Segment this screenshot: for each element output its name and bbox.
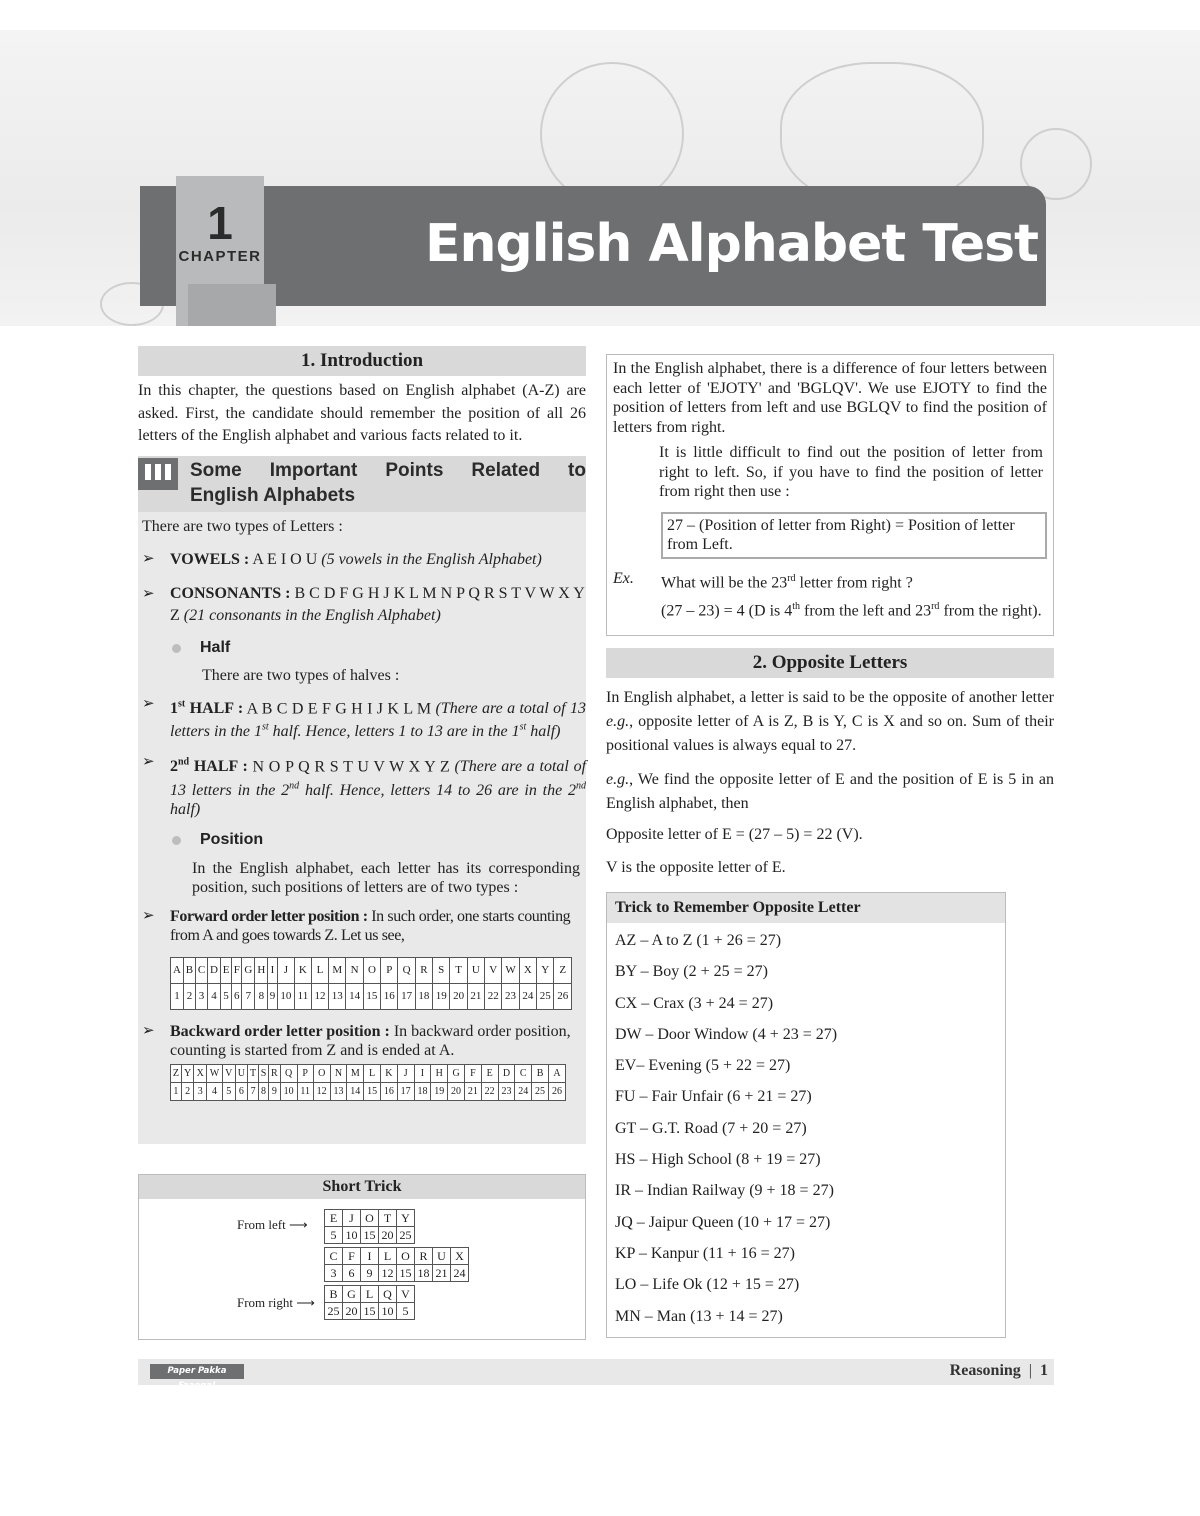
example-answer: (27 – 23) = 4 (D is 4th from the left and 23rd from the right).: [661, 600, 1042, 620]
position-text: In the English alphabet, each letter has its corresponding position, such positions of letters are of two types :: [192, 859, 580, 896]
table-cell-number: 20: [343, 1303, 361, 1320]
table-cell-letter: P: [381, 957, 398, 983]
table-cell-number: 18: [414, 1082, 431, 1100]
table-cell-number: 21: [464, 1082, 481, 1100]
table-cell-letter: E: [220, 957, 231, 983]
table-cell-letter: C: [325, 1248, 343, 1265]
table-cell-letter: Q: [280, 1064, 297, 1082]
first-half-note-b: half. Hence, letters 1 to 13 are in the 1: [268, 723, 520, 741]
table-cell-number: 4: [208, 983, 221, 1009]
table-cell-letter: V: [222, 1064, 235, 1082]
forward-letters-row: [171, 957, 572, 983]
table-cell-letter: B: [183, 957, 195, 983]
table-cell-number: 12: [313, 1082, 330, 1100]
table-cell-number: 13: [330, 1082, 347, 1100]
footer-page-number: 1: [1040, 1362, 1048, 1379]
backward-order-table: [170, 1064, 566, 1101]
first-half-note-c: half): [526, 723, 561, 741]
table-cell-letter: M: [329, 957, 346, 983]
table-cell-number: 25: [532, 1082, 549, 1100]
example-block: [607, 567, 1053, 624]
table-cell-letter: O: [361, 1210, 379, 1227]
table-cell-letter: F: [232, 957, 242, 983]
table-cell-number: 13: [329, 983, 346, 1009]
arrow-bullet-icon: ➢: [142, 1022, 155, 1039]
table-cell-number: 11: [297, 1082, 313, 1100]
table-cell-number: 20: [379, 1227, 397, 1244]
short-trick-heading: Short Trick: [139, 1175, 585, 1199]
table-cell-number: 1: [171, 1082, 182, 1100]
table-cell-letter: T: [379, 1210, 397, 1227]
table-cell-letter: F: [464, 1064, 481, 1082]
consonants-item: [138, 583, 586, 627]
table-cell-letter: S: [259, 1064, 269, 1082]
opposite-para1: In English alphabet, a letter is said to be the opposite of another letter e.g., opposite letter of A is Z, B is Y, C is X and so on. Sum of their positional values is always equal to 27.: [606, 689, 1054, 754]
arrow-bullet-icon: ➢: [142, 695, 155, 712]
table-cell-letter: P: [297, 1064, 313, 1082]
table-cell-letter: Q: [398, 957, 415, 983]
circle-bullet-icon: [172, 836, 181, 845]
from-left-label: From left ⟶: [237, 1217, 308, 1232]
example-question: What will be the 23rd letter from right ?: [661, 572, 913, 591]
table-cell-number: 5: [397, 1303, 415, 1320]
table-cell-number: 7: [248, 1082, 259, 1100]
table-cell-number: 14: [347, 1082, 364, 1100]
table-cell-letter: Y: [181, 1064, 194, 1082]
table-cell-letter: R: [269, 1064, 281, 1082]
table-cell-number: 8: [259, 1082, 269, 1100]
table-cell-letter: K: [295, 957, 312, 983]
table-cell-number: 10: [280, 1082, 297, 1100]
table-cell-letter: X: [519, 957, 536, 983]
opposite-para3: Opposite letter of E = (27 – 5) = 22 (V).: [606, 826, 863, 843]
table-cell-letter: C: [195, 957, 207, 983]
table-cell-number: 16: [381, 983, 398, 1009]
half-subheading: [138, 639, 586, 657]
forward-order-item: [138, 907, 586, 945]
table-cell-number: 1: [171, 983, 184, 1009]
table-cell-letter: U: [433, 1248, 451, 1265]
half-label: Half: [200, 638, 231, 656]
table-cell-number: 10: [277, 983, 294, 1009]
forward-order-table: [170, 957, 572, 1010]
ejoty-paragraph: In the English alphabet, there is a difference of four letters between each letter of 'EJOTY' and 'BGLQV'. We use EJOTY to find the position of letters from left and use BGLQV to find the position of letters from right.: [613, 360, 1047, 436]
opposite-para2: e.g., We find the opposite letter of E and the position of E is 5 in an English alphabet, then: [606, 771, 1054, 812]
trick-item: LO – Life Ok (12 + 15 = 27): [615, 1276, 800, 1294]
half-text: There are two types of halves :: [202, 666, 400, 684]
chapter-label: CHAPTER: [178, 248, 262, 265]
left-column: [138, 346, 586, 1144]
table-cell-number: 16: [380, 1082, 397, 1100]
table-cell-letter: A: [171, 957, 184, 983]
table-cell-letter: Z: [554, 957, 572, 983]
vowels-label: VOWELS :: [170, 550, 250, 568]
table-cell-number: 26: [554, 983, 572, 1009]
table-cell-number: 5: [222, 1082, 235, 1100]
table-cell-number: 25: [537, 983, 554, 1009]
second-half-label: HALF :: [193, 758, 248, 776]
table-cell-number: 5: [325, 1227, 343, 1244]
position-subheading: [138, 831, 586, 849]
circle-bullet-icon: [172, 644, 181, 653]
example-label: Ex.: [613, 569, 634, 587]
chapter-tab-foot: [188, 284, 276, 326]
right-to-left-paragraph: It is little difficult to find out the position of letter from right to left. So, if you have to find the position of letter from right then use :: [659, 444, 1043, 500]
table-cell-letter: U: [235, 1064, 248, 1082]
important-points-header: [138, 456, 586, 512]
table-cell-letter: L: [379, 1248, 397, 1265]
table-cell-letter: B: [325, 1286, 343, 1303]
table-cell-number: 26: [548, 1082, 565, 1100]
table-cell-number: 10: [379, 1303, 397, 1320]
table-cell-letter: T: [450, 957, 467, 983]
table-cell-letter: A: [548, 1064, 565, 1082]
table-cell-number: 9: [269, 1082, 281, 1100]
trick-item: BY – Boy (2 + 25 = 27): [615, 963, 769, 981]
table-cell-number: 6: [235, 1082, 248, 1100]
table-cell-number: 7: [242, 983, 255, 1009]
table-cell-letter: E: [325, 1210, 343, 1227]
table-cell-letter: H: [255, 957, 268, 983]
introduction-text: In this chapter, the questions based on English alphabet (A-Z) are asked. First, the candidate should remember the position of all 26 letters of the English alphabet and various facts related to it.: [138, 382, 586, 444]
table-cell-number: 15: [363, 983, 380, 1009]
table-cell-letter: J: [343, 1210, 361, 1227]
backward-order-label: Backward order letter position :: [170, 1022, 390, 1040]
table-cell-letter: T: [248, 1064, 259, 1082]
trick-heading: Trick to Remember Opposite Letter: [607, 893, 1005, 923]
table-cell-number: 10: [343, 1227, 361, 1244]
chapter-title: English Alphabet Test: [425, 214, 1038, 274]
footer-section: Reasoning: [949, 1362, 1021, 1379]
table-cell-number: 15: [361, 1303, 379, 1320]
table-cell-letter: J: [277, 957, 294, 983]
footer-logo: Paper Pakka Faaega!: [150, 1364, 244, 1379]
footer-separator: |: [1028, 1362, 1032, 1379]
table-cell-number: 23: [498, 1082, 515, 1100]
forward-order-label: Forward order letter position :: [170, 907, 368, 925]
table-cell-number: 3: [195, 983, 207, 1009]
right-arrow-icon: ⟶: [296, 1295, 315, 1310]
table-cell-number: 4: [207, 1082, 223, 1100]
table-cell-number: 15: [364, 1082, 381, 1100]
table-cell-number: 17: [397, 1082, 414, 1100]
forward-order-text: In such order, one starts counting from A and goes towards Z. Let us see,: [170, 907, 571, 944]
chapter-number: 1: [207, 197, 233, 249]
trick-item: DW – Door Window (4 + 23 = 27): [615, 1025, 838, 1043]
second-half-note-b: half. Hence, letters 14 to 26 are in the 2: [299, 781, 576, 799]
table-cell-letter: R: [415, 957, 432, 983]
table-cell-letter: O: [313, 1064, 330, 1082]
arrow-bullet-icon: ➢: [142, 754, 155, 771]
letter-types-text: There are two types of Letters :: [142, 517, 343, 535]
arrow-bullet-icon: ➢: [142, 907, 155, 924]
right-arrow-icon: ⟶: [289, 1217, 308, 1232]
ejoty-table: [324, 1209, 415, 1244]
trick-list: [607, 923, 1005, 1332]
arrow-bullet-icon: ➢: [142, 550, 155, 567]
opposite-letters-section: [606, 648, 1054, 879]
vowels-note: (5 vowels in the English Alphabet): [321, 550, 542, 568]
important-points-box: [138, 456, 586, 1144]
table-cell-number: 6: [232, 983, 242, 1009]
table-cell-letter: I: [268, 957, 277, 983]
page-footer: [138, 1359, 1054, 1385]
books-icon: [138, 458, 178, 490]
table-cell-letter: D: [498, 1064, 515, 1082]
footer-page-label: [950, 1362, 1048, 1380]
table-cell-number: 8: [255, 983, 268, 1009]
first-half-item: ➢ 1st HALF : A B C D E F G H I J K L M (There are a total of 13 letters in the 1st half. Hence, letters 1 to 13 are in the 1st half): [142, 695, 587, 741]
forward-numbers-row: [171, 983, 572, 1009]
table-cell-letter: O: [363, 957, 380, 983]
trick-item: AZ – A to Z (1 + 26 = 27): [615, 932, 782, 949]
table-cell-number: 25: [397, 1227, 415, 1244]
second-half-item: ➢ 2nd HALF : N O P Q R S T U V W X Y Z (There are a total of 13 letters in the 2nd half. Hence, letters 14 to 26 are in the 2nd half): [142, 754, 587, 818]
table-cell-number: 25: [325, 1303, 343, 1320]
table-cell-number: 19: [431, 1082, 448, 1100]
table-cell-number: 15: [361, 1227, 379, 1244]
second-half-note-a: (There are a total of 13 letters in the 2: [170, 758, 587, 799]
table-cell-letter: N: [330, 1064, 347, 1082]
table-cell-letter: N: [346, 957, 363, 983]
table-cell-letter: D: [208, 957, 221, 983]
bglqv-table: [324, 1285, 415, 1320]
table-cell-number: 22: [485, 983, 502, 1009]
from-right-label: From right ⟶: [237, 1295, 315, 1310]
first-half-letters: A B C D E F G H I J K L M: [243, 699, 436, 717]
clock-decoration-icon: [540, 62, 684, 206]
table-cell-letter: C: [515, 1064, 532, 1082]
cfil-table: [324, 1247, 469, 1282]
introduction-heading: 1. Introduction: [138, 346, 586, 376]
trick-item: EV– Evening (5 + 22 = 27): [615, 1057, 791, 1075]
table-cell-number: 12: [379, 1265, 397, 1282]
table-cell-number: 17: [398, 983, 415, 1009]
table-cell-number: 20: [448, 1082, 465, 1100]
table-cell-letter: V: [485, 957, 502, 983]
brain-decoration-icon: [780, 62, 984, 206]
trick-item: HS – High School (8 + 19 = 27): [615, 1151, 821, 1169]
table-cell-letter: E: [481, 1064, 498, 1082]
table-cell-number: 2: [183, 983, 195, 1009]
formula-box: 27 – (Position of letter from Right) = Position of letter from Left.: [661, 512, 1047, 559]
table-cell-number: 5: [220, 983, 231, 1009]
table-cell-number: 23: [502, 983, 519, 1009]
table-cell-number: 24: [451, 1265, 469, 1282]
trick-item: GT – G.T. Road (7 + 20 = 27): [615, 1119, 807, 1137]
table-cell-number: 6: [343, 1265, 361, 1282]
important-points-title-line1: Some Important Points Related to: [190, 459, 586, 481]
table-cell-number: 9: [268, 983, 277, 1009]
trick-item: CX – Crax (3 + 24 = 27): [615, 994, 774, 1012]
table-cell-number: 3: [325, 1265, 343, 1282]
table-cell-number: 2: [181, 1082, 194, 1100]
backward-order-item: [138, 1022, 586, 1060]
table-cell-number: 9: [361, 1265, 379, 1282]
table-cell-letter: X: [451, 1248, 469, 1265]
table-cell-letter: B: [532, 1064, 549, 1082]
table-cell-number: 12: [311, 983, 328, 1009]
table-cell-letter: W: [207, 1064, 223, 1082]
consonants-letters: B C D F G H J K L M N P Q R S T V W X Y Z: [170, 584, 585, 624]
table-cell-letter: W: [502, 957, 519, 983]
consonants-label: CONSONANTS :: [170, 584, 291, 602]
table-cell-number: 20: [450, 983, 467, 1009]
first-half-note-a: (There are a total of 13 letters in the 1: [170, 699, 587, 741]
table-cell-letter: V: [397, 1286, 415, 1303]
trick-box: [606, 892, 1006, 1338]
table-cell-letter: I: [361, 1248, 379, 1265]
vowels-letters: A E I O U: [249, 550, 322, 568]
important-points-title-line2: English Alphabets: [190, 484, 356, 506]
trick-item: FU – Fair Unfair (6 + 21 = 27): [615, 1088, 812, 1106]
table-cell-letter: O: [397, 1248, 415, 1265]
ejoty-bglqv-box: [606, 354, 1054, 636]
table-cell-letter: L: [361, 1286, 379, 1303]
table-cell-letter: I: [414, 1064, 431, 1082]
table-cell-letter: K: [380, 1064, 397, 1082]
table-cell-number: 15: [397, 1265, 415, 1282]
backward-letters-row: [171, 1064, 566, 1082]
table-cell-number: 14: [346, 983, 363, 1009]
table-cell-number: 18: [415, 983, 432, 1009]
table-cell-number: 19: [433, 983, 450, 1009]
table-cell-number: 18: [415, 1265, 433, 1282]
table-cell-number: 22: [481, 1082, 498, 1100]
table-cell-letter: Q: [379, 1286, 397, 1303]
trick-item: MN – Man (13 + 14 = 27): [615, 1307, 783, 1325]
table-cell-letter: Y: [397, 1210, 415, 1227]
position-label: Position: [200, 830, 264, 848]
table-cell-number: 24: [515, 1082, 532, 1100]
second-half-letters: N O P Q R S T U V W X Y Z: [247, 758, 455, 776]
table-cell-letter: Z: [171, 1064, 182, 1082]
opposite-letters-heading: 2. Opposite Letters: [606, 648, 1054, 678]
table-cell-letter: M: [347, 1064, 364, 1082]
opposite-para4: V is the opposite letter of E.: [606, 858, 786, 876]
table-cell-letter: L: [311, 957, 328, 983]
consonants-note: (21 consonants in the English Alphabet): [183, 606, 441, 624]
arrow-bullet-icon: ➢: [142, 585, 155, 602]
trick-item: IR – Indian Railway (9 + 18 = 27): [615, 1182, 834, 1200]
table-cell-number: 21: [467, 983, 484, 1009]
trick-item: KP – Kanpur (11 + 16 = 27): [615, 1244, 795, 1262]
table-cell-number: 24: [519, 983, 536, 1009]
table-cell-letter: X: [194, 1064, 207, 1082]
table-cell-letter: G: [242, 957, 255, 983]
table-cell-letter: F: [343, 1248, 361, 1265]
table-cell-number: 3: [194, 1082, 207, 1100]
short-trick-box: [138, 1174, 586, 1340]
first-half-label: HALF :: [189, 699, 244, 717]
backward-order-text: In backward order position, counting is started from Z and is ended at A.: [170, 1022, 571, 1059]
table-cell-letter: R: [415, 1248, 433, 1265]
second-half-note-c: half): [170, 800, 201, 818]
table-cell-number: 21: [433, 1265, 451, 1282]
table-cell-letter: G: [448, 1064, 465, 1082]
table-cell-letter: H: [431, 1064, 448, 1082]
table-cell-letter: U: [467, 957, 484, 983]
vowels-item: [138, 550, 586, 569]
table-cell-number: 11: [295, 983, 312, 1009]
backward-numbers-row: [171, 1082, 566, 1100]
trick-item: JQ – Jaipur Queen (10 + 17 = 27): [615, 1213, 831, 1231]
table-cell-letter: Y: [537, 957, 554, 983]
table-cell-letter: J: [397, 1064, 414, 1082]
table-cell-letter: S: [433, 957, 450, 983]
table-cell-letter: L: [364, 1064, 381, 1082]
table-cell-letter: G: [343, 1286, 361, 1303]
